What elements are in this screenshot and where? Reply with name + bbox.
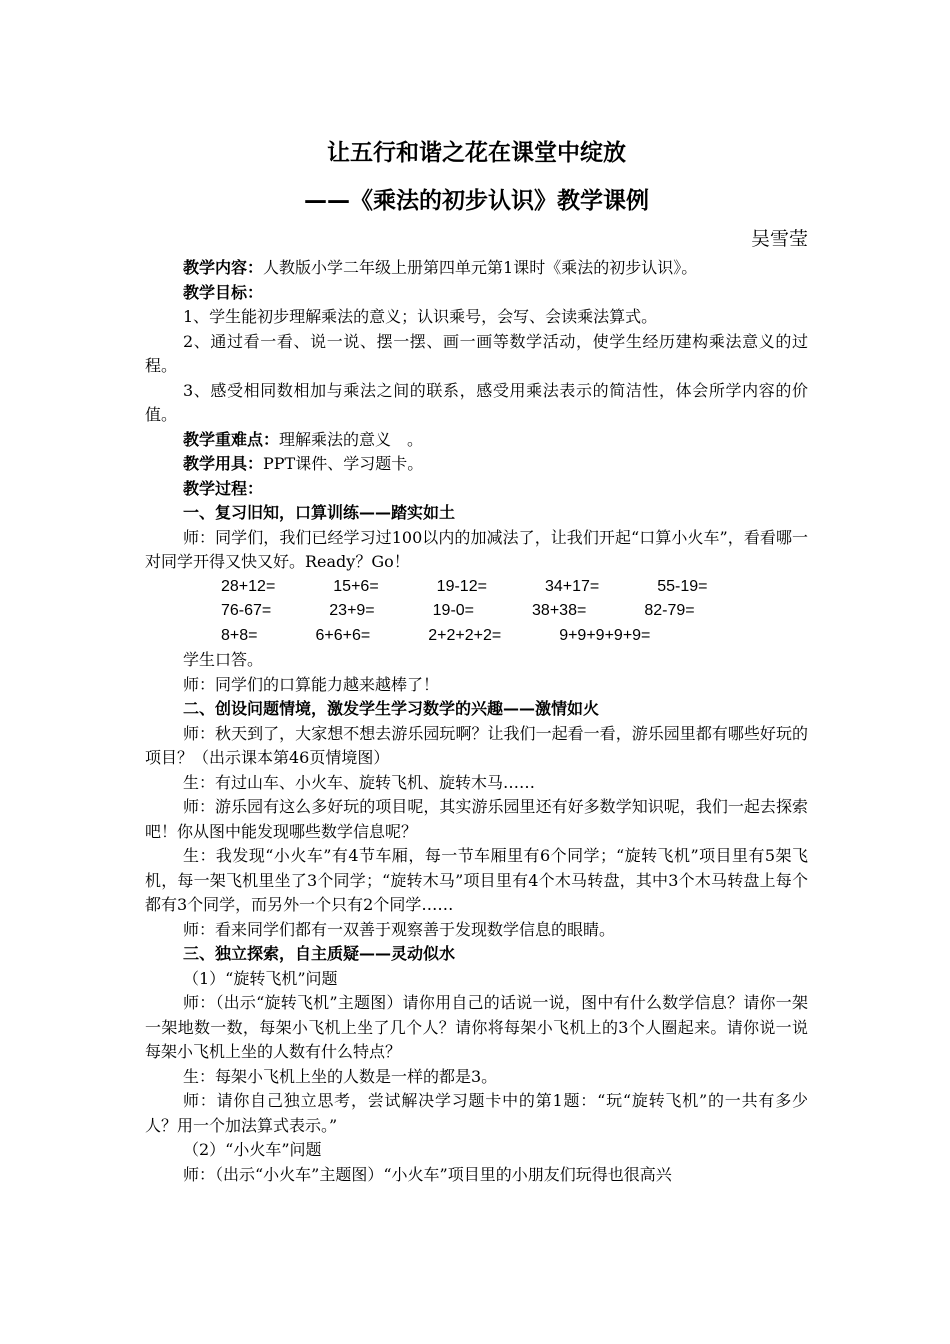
content-text: 人教版小学二年级上册第四单元第1课时《乘法的初步认识》。 [263,258,698,277]
document-page [145,128,808,1187]
part2-teacher-3: 师：看来同学们都有一双善于观察善于发现数学信息的眼睛。 [183,919,616,939]
teaching-tools: 教学用具：PPT课件、学习题卡。 [183,454,424,473]
key-points: 教学重难点：理解乘法的意义 。 [183,429,424,449]
goal-3: 3、感受相同数相加与乘法之间的联系，感受用乘法表示的简洁性，体会所学内容的价值。 [145,380,808,424]
math-item: 82-79= [644,602,695,619]
part3-subheading-2: （2）“小火车”问题 [183,1140,322,1159]
document-title: 让五行和谐之花在课堂中绽放 [327,140,626,166]
mental-math-row-3 [145,624,808,649]
math-item: 23+9= [329,602,375,619]
math-item: 2+2+2+2= [428,626,502,644]
mental-math-row-1 [145,575,808,600]
part3-teacher-3: 师：（出示“小火车”主题图）“小火车”项目里的小朋友们玩得也很高兴 [183,1164,672,1184]
math-item: 9+9+9+9+9= [559,626,651,644]
part3-student-1: 生：每架小飞机上坐的人数是一样的都是3。 [183,1066,498,1086]
teaching-goals-heading: 教学目标： [183,282,264,302]
part3-heading: 三、独立探索，自主质疑——灵动似水 [183,944,456,963]
goal-1: 1、学生能初步理解乘法的意义；认识乘号，会写、会读乘法算式。 [183,307,658,326]
math-item: 76-67= [221,602,272,619]
math-item: 8+8= [221,626,258,644]
math-item: 6+6+6= [315,626,371,644]
part1-student-1: 学生口答。 [183,650,264,669]
math-item: 28+12= [221,577,276,595]
part2-student-1: 生：有过山车、小火车、旋转飞机、旋转木马…… [183,772,536,792]
math-item: 34+17= [544,577,600,595]
document-subtitle: ——《乘法的初步认识》教学课例 [304,188,649,214]
math-item: 55-19= [657,577,708,595]
part2-teacher-1: 师：秋天到了，大家想不想去游乐园玩啊？让我们一起看一看，游乐园里都有哪些好玩的项目？（出示课本第46页情境图） [145,723,808,767]
part2-student-2: 生：我发现“小火车”有4节车厢，每一节车厢里有6个同学；“旋转飞机”项目里有5架飞机，每一架飞机里坐了3个同学；“旋转木马”项目里有4个木马转盘，其中3个木马转盘上每个都有3个同学，而另外一个只有2个同学…… [145,846,808,914]
part2-heading: 二、创设问题情境，激发学生学习数学的兴趣——激情如火 [183,699,600,718]
teaching-content [145,256,808,281]
part3-subheading-1: （1）“旋转飞机”问题 [183,968,338,988]
goal-2: 2、通过看一看、说一说、摆一摆、画一画等数学活动，使学生经历建构乘法意义的过程。 [145,331,808,375]
mental-math-row-2 [145,599,808,624]
part2-teacher-2: 师：游乐园有这么多好玩的项目呢，其实游乐园里还有好多数学知识呢，我们一起去探索吧！你从图中能发现哪些数学信息呢？ [145,797,808,841]
math-item: 38+38= [532,602,587,619]
content-label: 教学内容： [183,258,264,277]
author-name: 吴雪莹 [750,228,808,250]
teaching-process-heading: 教学过程： [183,478,264,498]
part3-teacher-2: 师：请你自己独立思考，尝试解决学习题卡中的第1题：“玩“旋转飞机”的一共有多少人？用一个加法算式表示。” [145,1091,808,1135]
part1-teacher-1: 师：同学们，我们已经学习过100以内的加减法了，让我们开起“口算小火车”，看看哪一对同学开得又快又好。Ready？Go！ [145,527,808,571]
part1-teacher-2: 师：同学们的口算能力越来越棒了！ [183,674,440,694]
math-item: 15+6= [333,577,379,595]
math-item: 19-12= [436,577,487,595]
part1-heading: 一、复习旧知，口算训练——踏实如土 [183,503,456,522]
math-item: 19-0= [432,602,475,619]
part3-teacher-1: 师：（出示“旋转飞机”主题图）请你用自己的话说一说，图中有什么数学信息？请你一架一架地数一数，每架小飞机上坐了几个人？请你将每架小飞机上的3个人圈起来。请你说一说每架小飞机上坐的人数有什么特点？ [145,993,808,1061]
